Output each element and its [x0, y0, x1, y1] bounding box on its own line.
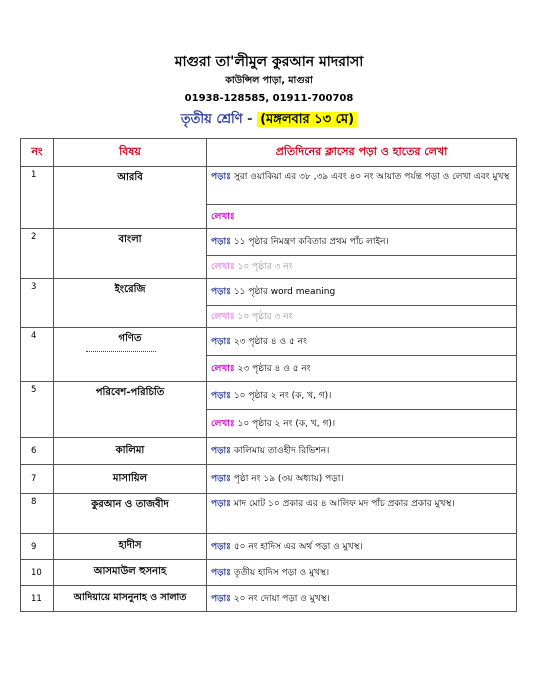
read-label: পড়াঃ: [211, 593, 231, 604]
table-row: [21, 438, 517, 465]
table-row: [21, 586, 517, 612]
write-label: লেখাঃ: [211, 262, 235, 272]
row-subject: আসমাউল হুসনাহ: [54, 560, 207, 586]
read-text: ১১ পৃষ্ঠার word meaning: [233, 287, 336, 297]
row-number: 3: [21, 279, 54, 328]
write-label: লেখাঃ: [211, 418, 235, 429]
class-heading: [0, 110, 538, 131]
read-label: পড়াঃ: [211, 446, 231, 456]
read-text: মাদ মোট ১০ প্রকার এর ৪ আলিফ মদ পাঁচ প্রকার প্রকার মুখস্থ।: [233, 499, 455, 509]
write-text: ১০ পৃষ্ঠার ২ নং (ক, খ, গ)।: [237, 418, 336, 429]
class-day: (মঙ্গলবার ১৩ মে): [257, 112, 357, 127]
row-reading: [207, 167, 517, 205]
row-reading: [207, 586, 517, 612]
row-subject: বাংলা: [54, 229, 207, 279]
read-text: কালিমায় তাওহীদ রিভিশন।: [233, 446, 330, 456]
read-label: পড়াঃ: [211, 541, 231, 552]
row-subject: মাসায়িল: [54, 465, 207, 494]
row-reading: [207, 279, 517, 306]
col-header-no: নং: [21, 139, 54, 167]
school-address: কাউন্সিল পাড়া, মাগুরা: [225, 75, 313, 86]
row-reading: [207, 534, 517, 560]
page-fold-line: [86, 351, 156, 352]
row-subject: আদিয়ায়ে মাসনুনাহ ও সালাত: [54, 586, 207, 612]
read-label: পড়াঃ: [211, 237, 231, 247]
row-writing: [207, 356, 517, 382]
write-text: ১০ পৃষ্ঠার ৩ নং: [237, 311, 293, 322]
row-writing: [207, 410, 517, 438]
read-text: ১১ পৃষ্ঠার নিমন্ত্রণ কবিতার প্রথম পাঁচ লাইন।: [233, 237, 389, 247]
read-text: সুরা ওয়াকিয়া এর ৩৮ ,৩৯ এবং ৪০ নং আয়াত পর্যন্ত পড়া ও লেখা এবং মুখস্থ: [233, 172, 510, 182]
table-header-row: [21, 139, 517, 167]
row-reading: [207, 465, 517, 494]
row-reading: [207, 560, 517, 586]
write-label: লেখাঃ: [211, 311, 235, 322]
school-phones: 01938-128585, 01911-700708: [184, 93, 354, 104]
row-number: 5: [21, 382, 54, 438]
row-subject: কালিমা: [54, 438, 207, 465]
row-subject: পরিবেশ-পরিচিতি: [54, 382, 207, 438]
row-reading: [207, 438, 517, 465]
row-number: 6: [21, 438, 54, 465]
homework-table: [20, 138, 517, 612]
row-subject: আরবি: [54, 167, 207, 229]
row-reading: [207, 229, 517, 256]
read-text: ২৩ পৃষ্ঠার ৪ ও ৫ নং: [233, 336, 307, 347]
row-writing: [207, 205, 517, 229]
row-number: 2: [21, 229, 54, 279]
row-subject: কুরআন ও তাজবীদ: [54, 494, 207, 534]
row-subject: গণিত: [54, 328, 207, 382]
row-subject: ইংরেজি: [54, 279, 207, 328]
col-header-subject: বিষয়: [54, 139, 207, 167]
write-text: ১০ পৃষ্ঠার ৩ নং: [237, 262, 293, 272]
write-label: লেখাঃ: [211, 211, 235, 222]
table-row: [21, 229, 517, 256]
read-text: ২০ নং দোয়া পড়া ও মুখস্থ।: [233, 593, 330, 604]
row-reading: [207, 494, 517, 534]
table-row: [21, 382, 517, 410]
read-label: পড়াঃ: [211, 172, 231, 182]
read-label: পড়াঃ: [211, 287, 231, 297]
row-number: 8: [21, 494, 54, 534]
row-writing: [207, 306, 517, 328]
read-label: পড়াঃ: [211, 499, 231, 509]
row-number: 1: [21, 167, 54, 229]
table-row: [21, 494, 517, 534]
table-row: [21, 534, 517, 560]
table-row: [21, 560, 517, 586]
row-subject: হাদীস: [54, 534, 207, 560]
read-label: পড়াঃ: [211, 567, 231, 578]
read-label: পড়াঃ: [211, 390, 231, 401]
read-text: ৫০ নং হাদিস এর অর্থ পড়া ও মুখস্থ।: [233, 541, 363, 552]
read-text: তৃতীয় হাদিস পড়া ও মুখস্থ।: [233, 567, 330, 578]
row-reading: [207, 382, 517, 410]
table-row: [21, 167, 517, 205]
row-number: 11: [21, 586, 54, 612]
row-number: 4: [21, 328, 54, 382]
class-name: তৃতীয় শ্রেণি -: [180, 112, 253, 127]
col-header-task: প্রতিদিনের ক্লাসের পড়া ও হাতের লেখা: [207, 139, 517, 167]
row-writing: [207, 256, 517, 279]
write-text: ২৩ পৃষ্ঠার ৪ ও ৫ নং: [237, 363, 311, 374]
row-reading: [207, 328, 517, 356]
row-number: 7: [21, 465, 54, 494]
read-label: পড়াঃ: [211, 336, 231, 347]
table-row: [21, 465, 517, 494]
read-label: পড়াঃ: [211, 474, 231, 484]
row-number: 10: [21, 560, 54, 586]
read-text: পৃষ্ঠা নং ১৯ (৩য় অধ্যায়) পড়া।: [233, 474, 344, 484]
school-title: মাগুরা তা'লীমুল কুরআন মাদরাসা: [174, 54, 364, 70]
write-label: লেখাঃ: [211, 363, 235, 374]
read-text: ১০ পৃষ্ঠার ২ নং (ক, খ, গ)।: [233, 390, 332, 401]
row-number: 9: [21, 534, 54, 560]
table-row: [21, 279, 517, 306]
